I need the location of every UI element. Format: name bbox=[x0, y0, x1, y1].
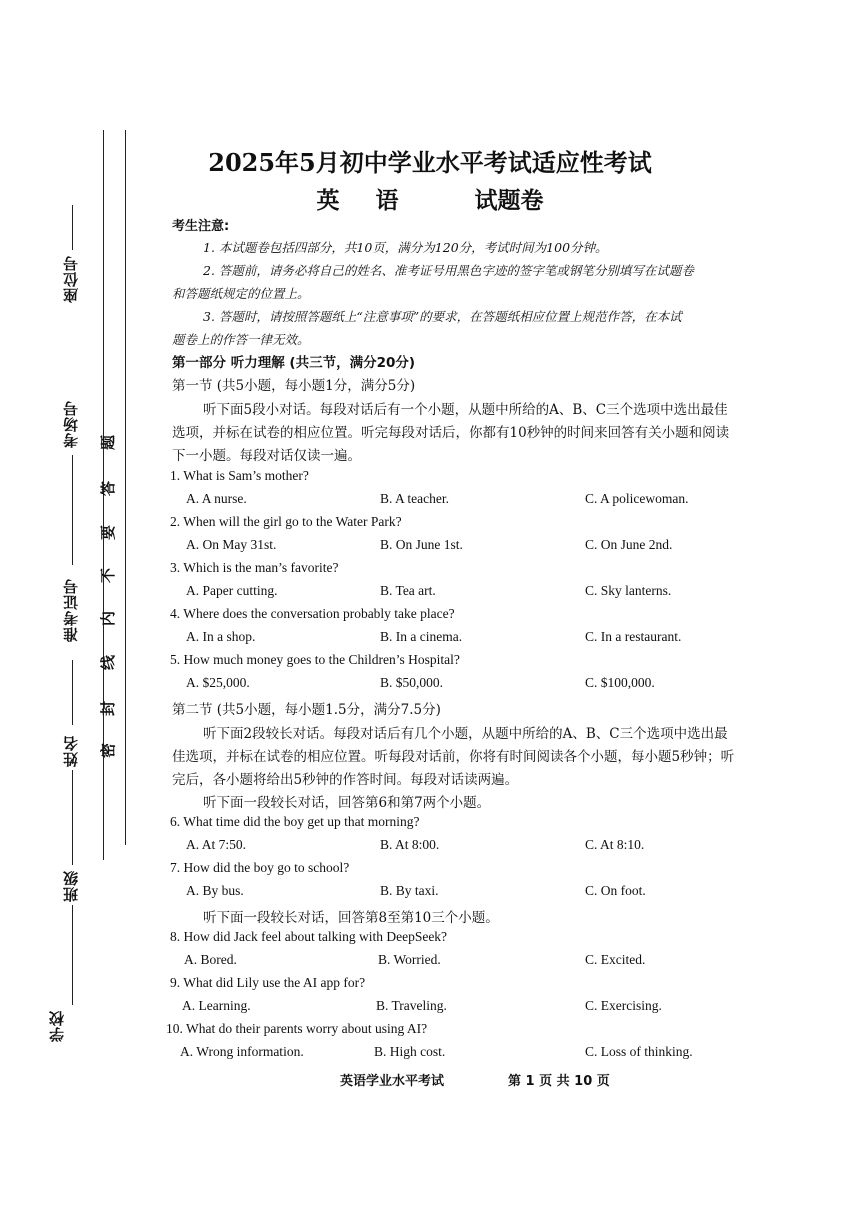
q5-option-a: A. $25,000. bbox=[186, 675, 250, 690]
q2-option-a: A. On May 31st. bbox=[186, 537, 277, 552]
q6-option-c: C. At 8:10. bbox=[585, 837, 645, 852]
q7-option-a: A. By bus. bbox=[186, 883, 244, 898]
dialog2-instr: 听下面一段较长对话，回答第8至第10三个小题。 bbox=[203, 910, 499, 926]
q10-option-b: B. High cost. bbox=[374, 1044, 446, 1059]
seal-char-7: 答 bbox=[99, 480, 118, 497]
q2-option-b: B. On June 1st. bbox=[380, 537, 463, 552]
question-9: 9. What did Lily use the AI app for? bbox=[170, 975, 366, 990]
q10-option-c: C. Loss of thinking. bbox=[585, 1044, 693, 1059]
dialog1-instr: 听下面一段较长对话，回答第6和第7两个小题。 bbox=[203, 795, 491, 811]
q8-option-a: A. Bored. bbox=[184, 952, 237, 967]
q3-option-a: A. Paper cutting. bbox=[186, 583, 278, 598]
class-blank bbox=[72, 905, 73, 1005]
footer-page-number: 第 1 页 共 10 页 bbox=[508, 1074, 610, 1089]
seal-char-4: 内 bbox=[99, 610, 118, 627]
q9-option-b: B. Traveling. bbox=[376, 998, 447, 1013]
q7-option-c: C. On foot. bbox=[585, 883, 646, 898]
q9-option-c: C. Exercising. bbox=[585, 998, 662, 1013]
name-blank bbox=[72, 770, 73, 865]
section2-instr-a: 听下面2段较长对话。每段对话后有几个小题，从题中所给的A、B、C三个选项中选出最 bbox=[203, 726, 728, 742]
footer-subject: 英语学业水平考试 bbox=[340, 1074, 445, 1089]
question-7: 7. How did the boy go to school? bbox=[170, 860, 350, 875]
subject-name: 英 语 bbox=[316, 187, 399, 214]
section1-instr-c: 下一小题。每段对话仅读一遍。 bbox=[172, 448, 361, 464]
q6-option-a: A. At 7:50. bbox=[186, 837, 247, 852]
q9-option-a: A. Learning. bbox=[182, 998, 251, 1013]
seal-char-3: 线 bbox=[99, 654, 118, 671]
q8-option-c: C. Excited. bbox=[585, 952, 646, 967]
question-5: 5. How much money goes to the Children’s Hospital? bbox=[170, 652, 460, 667]
notice-item-1: 1. 本试题卷包括四部分，共10页，满分为120分，考试时间为100分钟。 bbox=[203, 240, 608, 255]
question-6: 6. What time did the boy get up that morning? bbox=[170, 814, 420, 829]
section1-heading: 第一节 (共5小题，每小题1分，满分5分) bbox=[172, 378, 416, 394]
q6-option-b: B. At 8:00. bbox=[380, 837, 440, 852]
exam-title: 2025年5月初中学业水平考试适应性考试 bbox=[208, 148, 652, 177]
room-label: 考场号 bbox=[62, 400, 80, 448]
q5-option-b: B. $50,000. bbox=[380, 675, 444, 690]
q5-option-c: C. $100,000. bbox=[585, 675, 655, 690]
class-label: 班级 bbox=[62, 870, 80, 902]
q1-option-a: A. A nurse. bbox=[186, 491, 247, 506]
exam-subtitle bbox=[0, 182, 860, 215]
notice-item-2b: 和答题纸规定的位置上。 bbox=[172, 286, 310, 301]
q1-option-b: B. A teacher. bbox=[380, 491, 449, 506]
notice-item-2a: 2. 答题前，请务必将自己的姓名、准考证号用黑色字迹的签字笔或钢笔分别填写在试题卷 bbox=[203, 263, 694, 278]
q10-option-a: A. Wrong information. bbox=[180, 1044, 304, 1059]
question-8: 8. How did Jack feel about talking with DeepSeek? bbox=[170, 929, 448, 944]
notice-heading: 考生注意: bbox=[172, 219, 230, 234]
q3-option-c: C. Sky lanterns. bbox=[585, 583, 672, 598]
section1-instr-a: 听下面5段小对话。每段对话后有一个小题，从题中所给的A、B、C三个选项中选出最佳 bbox=[203, 402, 728, 418]
seal-char-1: 密 bbox=[99, 742, 118, 759]
section2-instr-b: 佳选项，并标在试卷的相应位置。听每段对话前，你将有时间阅读各个小题，每小题5秒钟；听 bbox=[172, 749, 735, 765]
paper-name: 试题卷 bbox=[474, 187, 544, 214]
seat-label: 座位号 bbox=[62, 255, 80, 303]
question-1: 1. What is Sam’s mother? bbox=[170, 468, 309, 483]
part1-heading: 第一部分 听力理解 (共三节，满分20分) bbox=[172, 355, 416, 371]
ticket-blank bbox=[72, 660, 73, 725]
seal-line bbox=[125, 130, 126, 845]
q4-option-c: C. In a restaurant. bbox=[585, 629, 682, 644]
section2-instr-c: 完后，各小题将给出5秒钟的作答时间。每段对话读两遍。 bbox=[172, 772, 519, 788]
seal-char-2: 封 bbox=[99, 700, 118, 717]
q2-option-c: C. On June 2nd. bbox=[585, 537, 673, 552]
seal-char-8: 题 bbox=[99, 434, 118, 451]
ticket-label: 准考证号 bbox=[62, 578, 80, 642]
seal-char-5: 不 bbox=[99, 567, 118, 584]
q3-option-b: B. Tea art. bbox=[380, 583, 436, 598]
notice-item-3b: 题卷上的作答一律无效。 bbox=[172, 332, 310, 347]
q7-option-b: B. By taxi. bbox=[380, 883, 439, 898]
section2-heading: 第二节 (共5小题，每小题1.5分，满分7.5分) bbox=[172, 702, 441, 718]
name-label: 姓名 bbox=[62, 735, 80, 767]
room-blank bbox=[72, 455, 73, 565]
seal-char-6: 要 bbox=[99, 524, 118, 541]
q4-option-a: A. In a shop. bbox=[186, 629, 256, 644]
question-2: 2. When will the girl go to the Water Park? bbox=[170, 514, 402, 529]
question-10: 10. What do their parents worry about using AI? bbox=[166, 1021, 428, 1036]
question-3: 3. Which is the man’s favorite? bbox=[170, 560, 339, 575]
notice-item-3a: 3. 答题时，请按照答题纸上“注意事项”的要求，在答题纸相应位置上规范作答，在本试 bbox=[203, 309, 682, 324]
question-4: 4. Where does the conversation probably take place? bbox=[170, 606, 455, 621]
q1-option-c: C. A policewoman. bbox=[585, 491, 689, 506]
q4-option-b: B. In a cinema. bbox=[380, 629, 463, 644]
section1-instr-b: 选项，并标在试卷的相应位置。听完每段对话后，你都有10秒钟的时间来回答有关小题和阅读 bbox=[172, 425, 730, 441]
school-label: 学校 bbox=[48, 1010, 66, 1042]
q8-option-b: B. Worried. bbox=[378, 952, 441, 967]
